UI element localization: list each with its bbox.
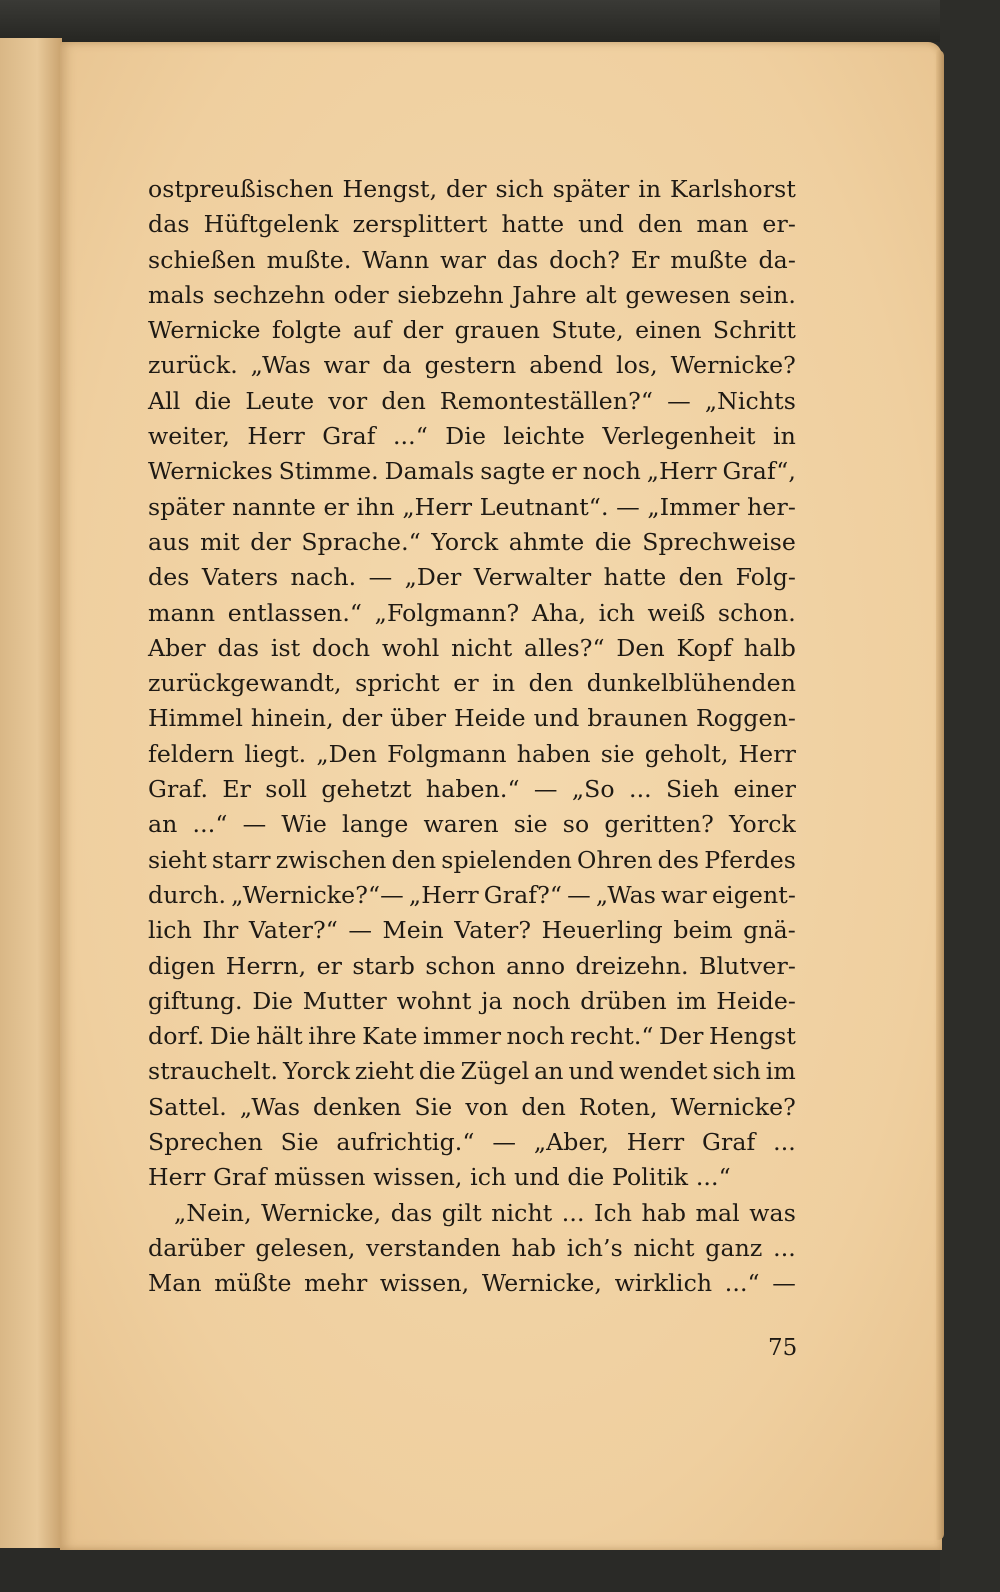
text-line: zurück. „Was war da gestern abend los, Wernicke?	[148, 351, 796, 380]
text-line: giftung. Die Mutter wohnt ja noch drüben im Heide-	[148, 986, 796, 1015]
text-line: dorf. Die hält ihre Kate immer noch recht.“ Der Hengst	[148, 1022, 796, 1051]
text-line: Sattel. „Was denken Sie von den Roten, Wernicke?	[148, 1092, 796, 1121]
text-line: aus mit der Sprache.“ Yorck ahmte die Sprechweise	[148, 527, 796, 556]
text-line: ostpreußischen Hengst, der sich später in Karlshorst	[148, 175, 796, 203]
text-line: Graf. Er soll gehetzt haben.“ — „So ... Sieh einer	[148, 775, 796, 804]
text-line: an ...“ — Wie lange waren sie so geritten? Yorck	[148, 810, 796, 839]
page-number: 75	[768, 1335, 798, 1361]
text-line: Aber das ist doch wohl nicht alles?“ Den Kopf halb	[148, 633, 796, 662]
text-line: darüber gelesen, verstanden hab ich’s nicht ganz ...	[148, 1233, 796, 1262]
text-line: feldern liegt. „Den Folgmann haben sie geholt, Herr	[148, 739, 796, 768]
text-line: durch. „Wernicke?“— „Herr Graf?“ — „Was war eigent-	[148, 880, 796, 909]
text-line: Man müßte mehr wissen, Wernicke, wirklich ...“ —	[148, 1269, 796, 1298]
text-line: Himmel hinein, der über Heide und braunen Roggen-	[148, 704, 796, 733]
text-line: das Hüftgelenk zersplittert hatte und den man er-	[148, 210, 796, 239]
text-line: strauchelt. Yorck zieht die Zügel an und wendet sich im	[148, 1057, 796, 1086]
text-line: lich Ihr Vater?“ — Mein Vater? Heuerling beim gnä-	[148, 916, 796, 945]
text-line: mals sechzehn oder siebzehn Jahre alt gewesen sein.	[148, 280, 796, 309]
text-line: Wernicke folgte auf der grauen Stute, einen Schritt	[148, 316, 796, 345]
facing-page-edge	[0, 38, 62, 1548]
text-line: All die Leute vor den Remonteställen?“ — „Nichts	[148, 386, 796, 415]
scan-background-top	[0, 0, 1000, 42]
text-line: des Vaters nach. — „Der Verwalter hatte den Folg-	[148, 563, 796, 592]
text-line: später nannte er ihn „Herr Leutnant“. — „Immer her-	[148, 492, 796, 521]
text-line: sieht starr zwischen den spielenden Ohren des Pferdes	[148, 845, 796, 874]
text-line: Wernickes Stimme. Damals sagte er noch „Herr Graf“,	[148, 457, 796, 486]
text-line: schießen mußte. Wann war das doch? Er mußte da-	[148, 245, 796, 274]
text-line: Sprechen Sie aufrichtig.“ — „Aber, Herr Graf ...	[148, 1128, 796, 1157]
text-line: zurückgewandt, spricht er in den dunkelblühenden	[148, 669, 796, 698]
page-fore-edge	[936, 50, 944, 1540]
text-line: weiter, Herr Graf ...“ Die leichte Verlegenheit in	[148, 422, 796, 451]
body-text	[148, 172, 796, 1302]
text-line: Herr Graf müssen wissen, ich und die Politik ...“	[148, 1163, 731, 1192]
text-line: mann entlassen.“ „Folgmann? Aha, ich weiß schon.	[148, 598, 796, 627]
text-line: „Nein, Wernicke, das gilt nicht ... Ich hab mal was	[174, 1198, 796, 1227]
scan-background-right	[940, 0, 1000, 1592]
text-line: digen Herrn, er starb schon anno dreizehn. Blutver-	[148, 951, 796, 980]
